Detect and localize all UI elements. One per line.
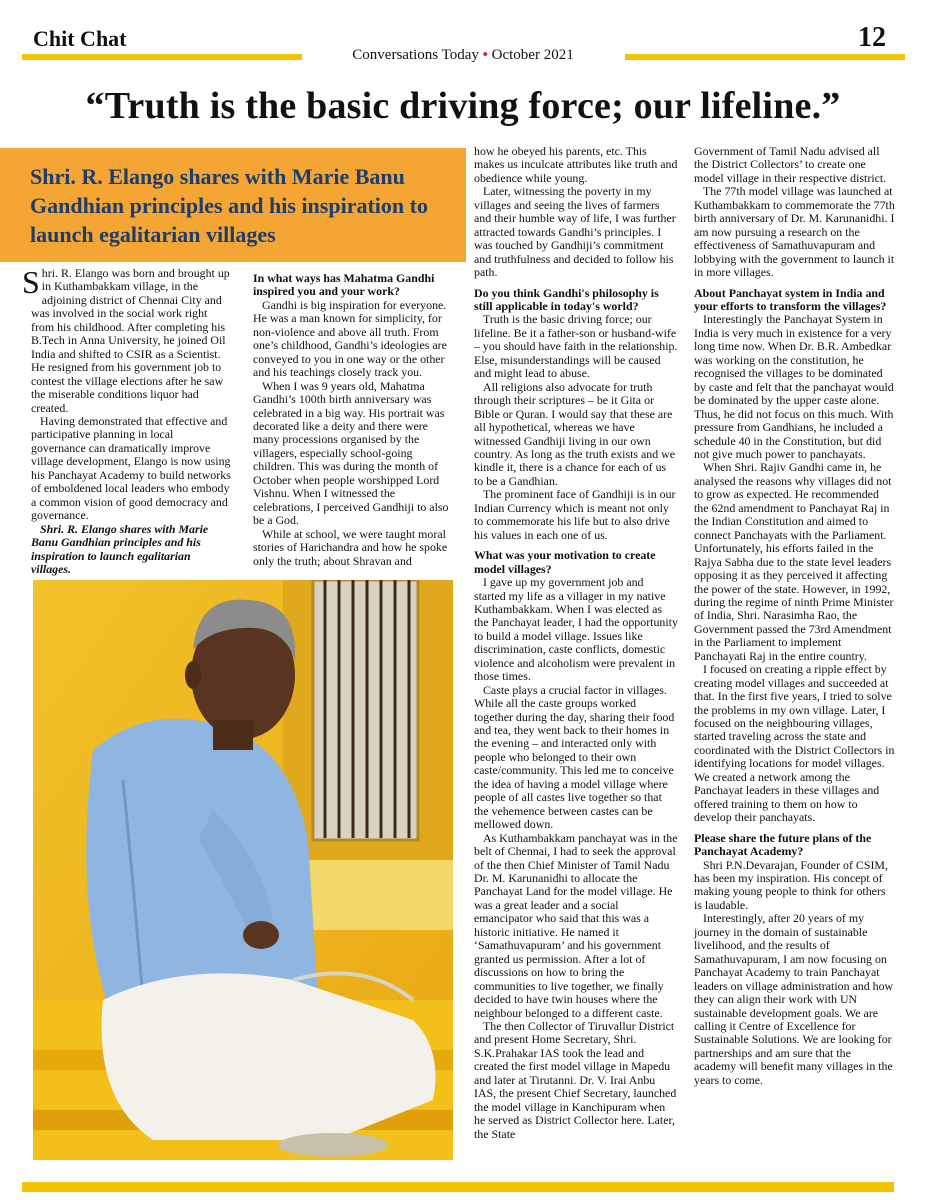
question-2: Do you think Gandhi's philosophy is still applicable in today's world?: [474, 285, 659, 313]
issue-date: October 2021: [491, 47, 574, 63]
headline-quote: “Truth is the basic driving force; our lifeline.”: [85, 85, 841, 127]
column-4: [694, 145, 896, 1087]
col2-paragraph-3: While at school, we were taught moral stories of Harichandra and how he spoke only the truth; about Shravan and: [253, 526, 448, 568]
question-3: What was your motivation to create model villages?: [474, 548, 656, 576]
section-label: Chit Chat: [33, 26, 127, 51]
question-1: In what ways has Mahatma Gandhi inspired you and your work?: [253, 271, 435, 299]
col3-paragraph-4: The prominent face of Gandhiji is in our Indian Currency which is meant not only to commemorate his life but to also drive his values in each one of us.: [474, 487, 676, 542]
footer-rule: [22, 1182, 894, 1192]
question-5: Please share the future plans of the Panchayat Academy?: [694, 830, 872, 859]
col3-paragraph-1: Later, witnessing the poverty in my villages and seeing the lives of farmers and their humble way of life, I was further attracted towards Gandhi’s principles. I was touched by Gandhiji’s commitment and truthfulness and decided to follow his path.: [474, 184, 676, 280]
column-2: [253, 272, 455, 568]
intro-paragraph-1: Shri. R. Elango was born and brought up in Kuthambakkam village, in the adjoining district of Chennai City and was involved in the social work right from his childhood. After completing his B.Tech in Anna University, he joined Oil India and shifted to CSIR as a Scientist. He resigned from his government job to contest the village elections after he saw the miserable conditions liquor had created.: [22, 264, 230, 415]
col3-paragraph-2: Truth is the basic driving force; our lifeline. Be it a father-son or husband-wife – you should have faith in the relationship. Else, misunderstandings will be caused and might lead to abuse.: [474, 312, 678, 381]
masthead-separator: •: [482, 47, 488, 63]
interview-photo: [33, 580, 453, 1160]
publication-name: Conversations Today: [352, 47, 479, 63]
col3-paragraph-6: Caste plays a crucial factor in villages. While all the caste groups worked together during the day, sharing their food and tea, they went back to their homes in the evening – and interacted only with people who belonged to their own caste/community. This led me to conceive the idea of having a model village where people of all castes live together so that the vehemence between castes can be mellowed down.: [474, 682, 675, 832]
header-rule-right: [625, 54, 905, 60]
banner-text: Shri. R. Elango shares with Marie Banu Gandhian principles and his inspiration to launch egalitarian villages: [30, 164, 428, 247]
col2-paragraph-2: When I was 9 years old, Mahatma Gandhi’s 100th birth anniversary was celebrated in a big way. His portrait was decorated like a deity and there were many processions organised by the villagers, especially school-going children. This was during the month of October when people worshipped Lord Vishnu. When I witnessed the celebrations, I perceived Gandhiji to also be a God.: [253, 378, 449, 528]
col4-paragraph-6: Interestingly, after 20 years of my journey in the domain of sustainable livelihood, and the results of Samathuvapuram, I am now focusing on Panchayat Academy to train Panchayat leaders on village administration and how they can align their work with UN sustainable development goals. We are calling it Centre of Excellence for Sustainable Solutions. We are looking for partnerships and am sure that the academy will benefit many villages in the years to come.: [694, 911, 894, 1087]
col3-paragraph-7: As Kuthambakkam panchayat was in the belt of Chennai, I had to seek the approval of the then Chief Minister of Tamil Nadu Dr. M. Karunanidhi to allocate the Panchayat Land for the model village. He was a great leader and a social emancipator who said that this was a historic initiative. He named it ‘Samathuvapuram’ and his government granted us permission. After a lot of discussions on how to bring the communities to live together, we finally decided to have twin houses where the neighbour belonged to a different caste.: [474, 830, 678, 1020]
col4-paragraph-0: Government of Tamil Nadu advised all the District Collectors’ to create one model village in their respective district.: [694, 144, 887, 185]
col2-paragraph-1: Gandhi is big inspiration for everyone. He was a man known for simplicity, for non-violence and above all truth. From one’s childhood, Gandhi’s ideologies are conveyed to you in one way or the other and his teachings closely track you.: [253, 297, 447, 380]
page-number: 12: [858, 22, 886, 53]
col3-paragraph-8: The then Collector of Tiruvallur District and present Home Secretary, Shri. S.K.Prahakar IAS took the lead and created the first model village in Mapedu and later at Tirutanni. Dr. V. Irai Anbu IAS, the present Chief Secretary, launched the model village in Kanchipuram when he served as District Collector here. Later, the State: [474, 1019, 677, 1141]
col4-paragraph-1: The 77th model village was launched at Kuthambakkam to commemorate the 77th birth anniversary of Dr. M. Karunanidhi. I am now pursuing a research on the effectiveness of Samathuvapuram and lobbying with the government to launch it in more villages.: [694, 184, 895, 280]
col4-paragraph-5: Shri P.N.Devarajan, Founder of CSIM, has been my inspiration. His concept of making young people to think for others is laudable.: [694, 857, 888, 912]
column-1: [22, 264, 231, 576]
drop-cap: S: [22, 264, 40, 300]
col4-paragraph-4: I focused on creating a ripple effect by creating model villages and succeeded at that. In the first five years, I tried to solve the problems in my own village. Later, I focused on the neighbouring villages, started traveling across the state and coordinated with the District Collectors in identifying locations for model villages. We created a network among the Panchayat leaders in these villages and offered training to them on how to develop their panchayats.: [694, 662, 895, 825]
col3-paragraph-5: I gave up my government job and started my life as a villager in my native Kuthambakkam. When I was elected as the Panchayat leader, I had the opportunity to build a model village. Issues like discrimination, caste conflicts, domestic violence and alcoholism were prevalent in those times.: [474, 575, 678, 684]
intro-paragraph-2: Having demonstrated that effective and participative planning in local governance can dramatically improve village development, Elango is now using his Panchayat Academy to build networks of emboldened local leaders who embody a common vision of good democracy and governance.: [31, 413, 231, 523]
question-4: About Panchayat system in India and your efforts to transform the villages?: [694, 285, 887, 313]
col4-paragraph-2: Interestingly the Panchayat System in India is very much in existence for a very long time now. When Dr. B.R. Ambedkar was working on the constitution, he recognised the villages to be dominated by caste and felt that the panchayat would be dominated by the upper caste alone. Thus, he did not focus on this much. With pressure from Gandhians, he included a schedule 40 in the Constitution, but did not give much power to panchayats.: [694, 312, 894, 461]
col3-paragraph-3: All religions also advocate for truth through their scriptures – be it Gita or Bible or Quran. I would say that these are all hypothetical, whereas we have witnessed Gandhiji living in our own country. As long as the truth exists and we kindle it, there is a chance for each of us to be a Gandhian.: [474, 379, 676, 488]
col3-paragraph-0: how he obeyed his parents, etc. This makes us inculcate attributes like truth and obedience while young.: [474, 144, 678, 185]
column-3: [474, 145, 678, 1141]
intro-paragraph-3: Shri. R. Elango shares with Marie Banu Gandhian principles and his inspiration to launch egalitarian villages.: [31, 521, 209, 576]
col4-paragraph-3: When Shri. Rajiv Gandhi came in, he analysed the reasons why villages did not to grow as expected. He recommended the 62nd amendment to Panchayat Raj in the Indian Constitution and aimed to connect Panchayats with the Parliament. Unfortunately, his efforts failed in the Rajya Sabha due to the state level leaders opposing it as they perceived it affecting the power of the state. However, in 1992, during the regime of ninth Prime Minister of India, Shri. Narasimha Rao, the Government passed the 73rd Amendment in the Parliament to implement Panchayati Raj in the entire country.: [694, 460, 894, 663]
photo-illustration: [33, 580, 453, 1160]
